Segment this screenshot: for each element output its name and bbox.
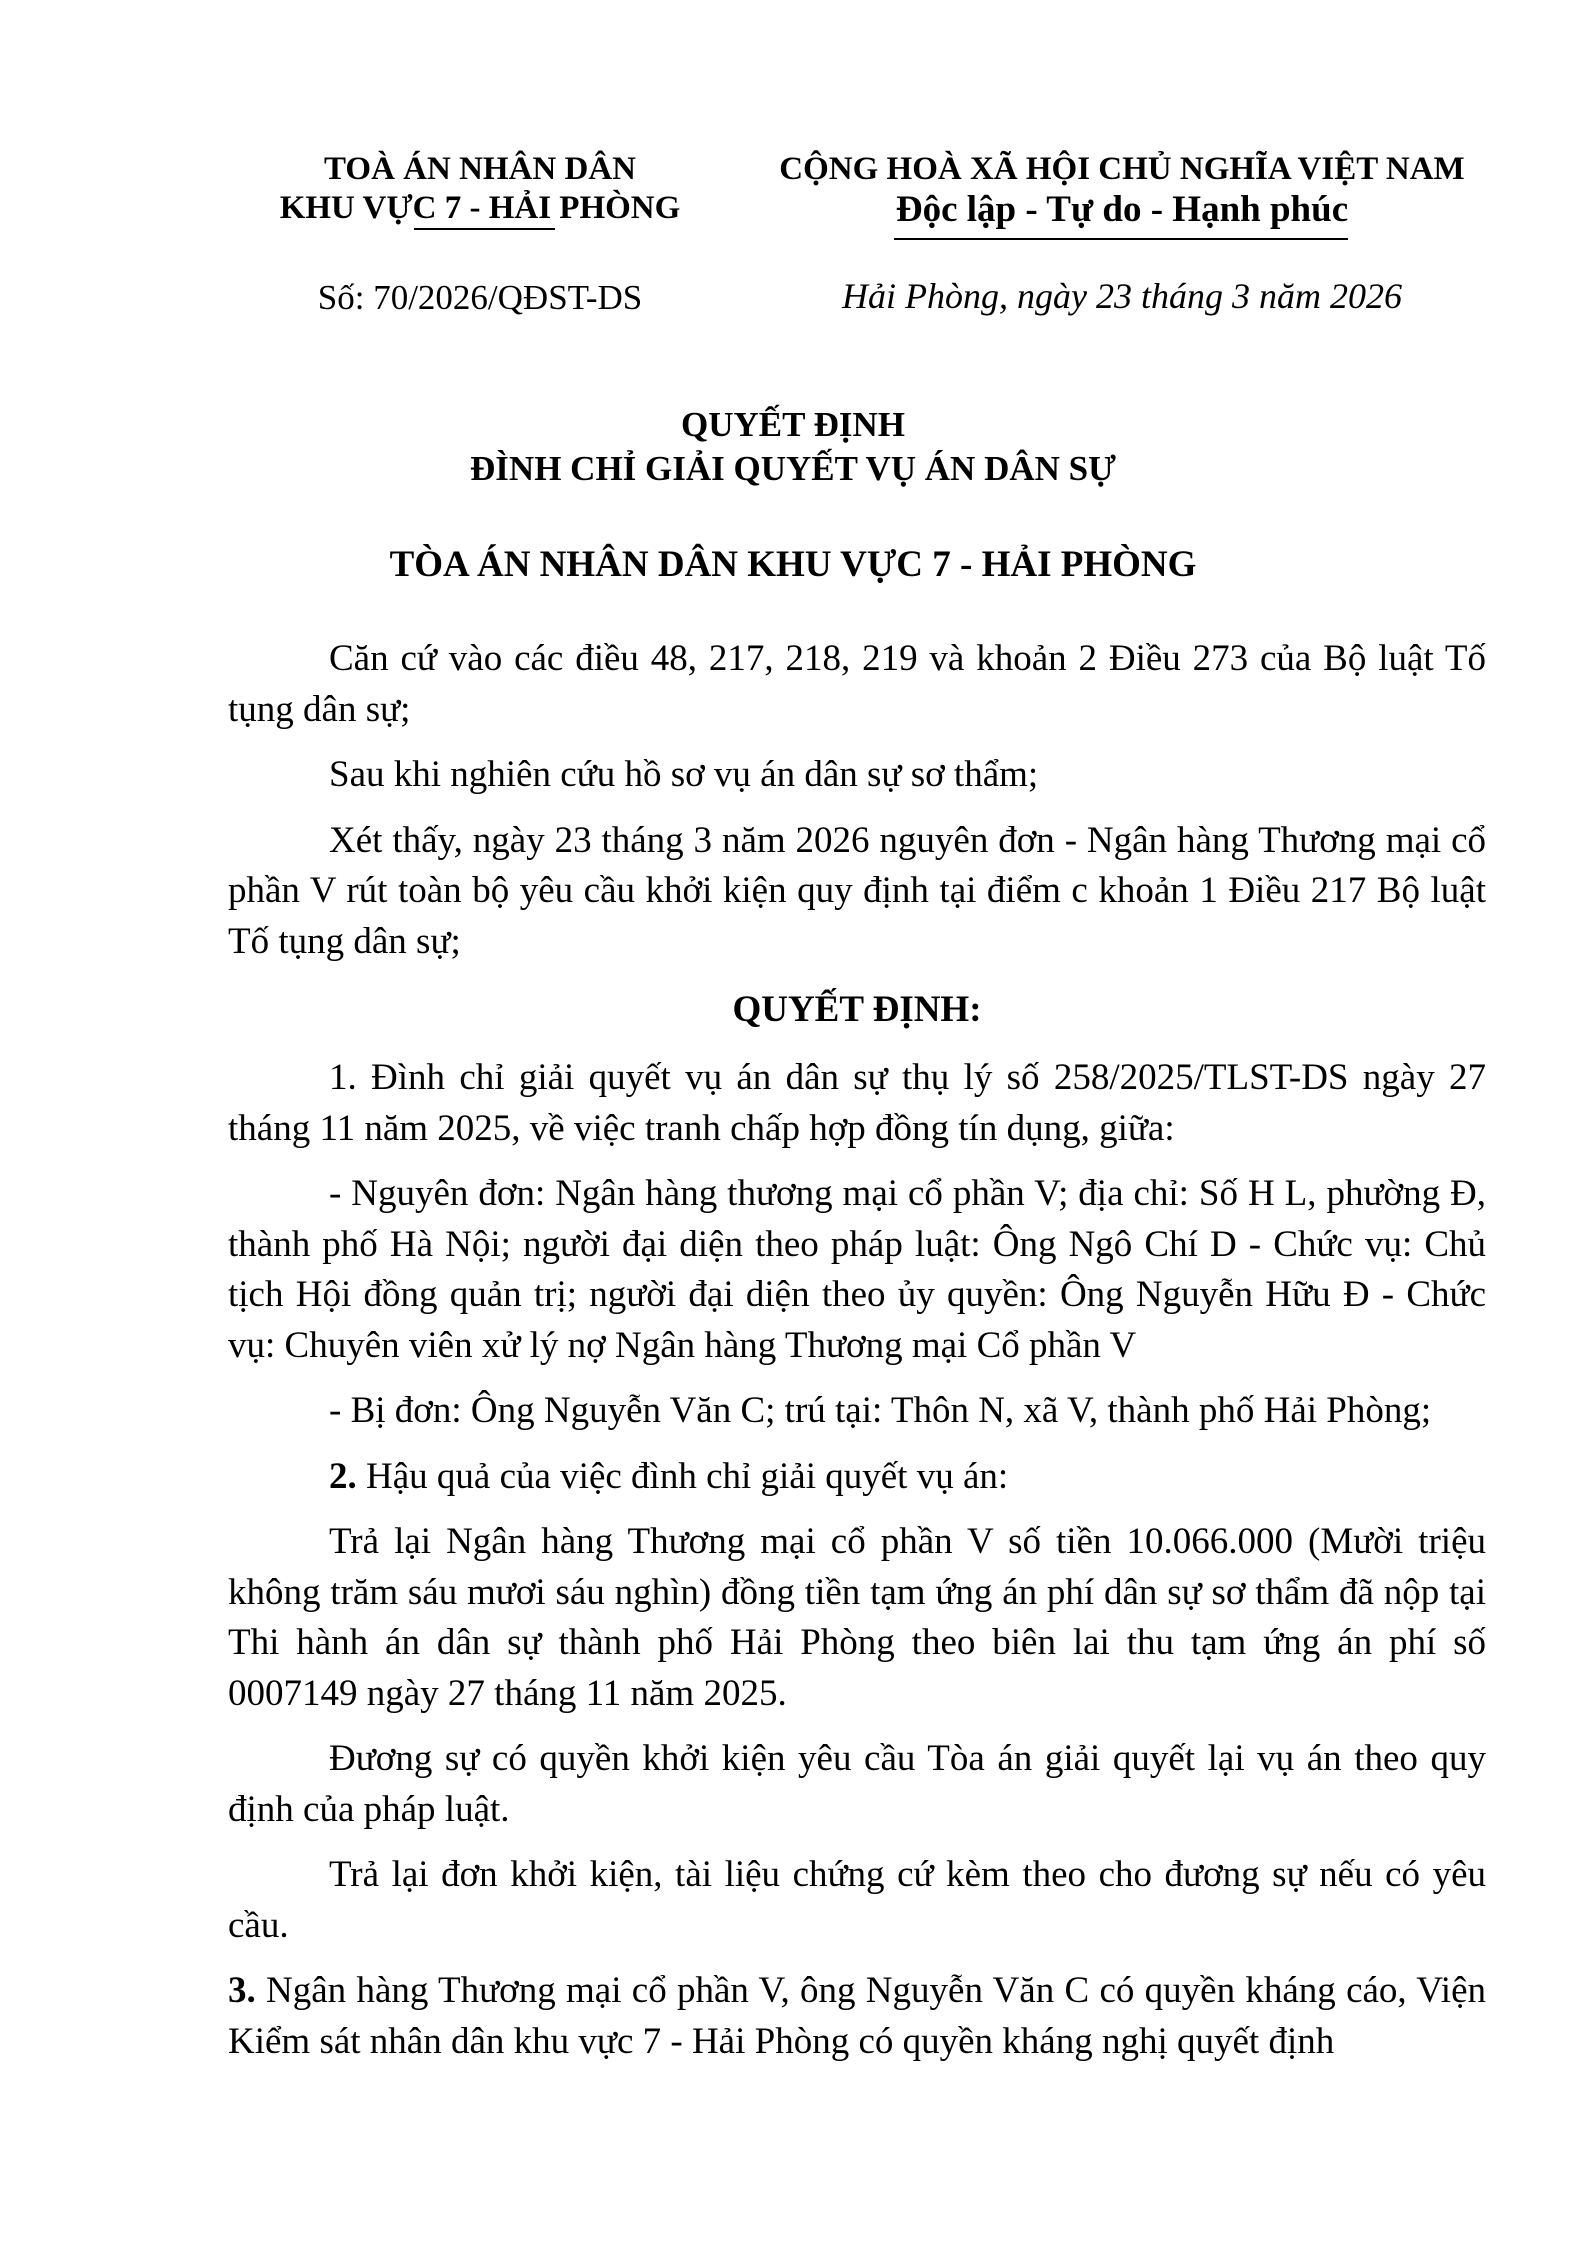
defendant-info: - Bị đơn: Ông Nguyễn Văn C; trú tại: Thôn N, xã V, thành phố Hải Phòng; [329,1390,1432,1431]
motto-underline [894,238,1348,240]
decision-heading: QUYẾT ĐỊNH: [732,989,982,1030]
issuing-court: TÒA ÁN NHÂN DÂN KHU VỰC 7 - HẢI PHÒNG [389,544,1197,585]
legal-basis: Căn cứ vào các điều 48, 217, 218, 219 và khoản 2 Điều 273 của Bộ luật Tố tụng dân sự; [228,638,1486,730]
place-date: Hải Phòng, ngày 23 tháng 3 năm 2026 [842,276,1402,316]
fee-refund: Trả lại Ngân hàng Thương mại cổ phần V số tiền 10.066.000 (Mười triệu không trăm sáu mươi sáu nghìn) đồng tiền tạm ứng án phí dân sự sơ thẩm đã nộp tại Thi hành án dân sự thành phố Hải Phòng theo biên lai thu tạm ứng án phí số 0007149 ngày 27 tháng 11 năm 2025. [228,1521,1486,1714]
decision-2 [228,1452,1486,1503]
decision-2-text: Hậu quả của việc đình chỉ giải quyết vụ án: [356,1455,1009,1497]
decision-2-number: 2. [329,1455,357,1497]
decision-3-text: Ngân hàng Thương mại cổ phần V, ông Nguyễn Văn C có quyền kháng cáo, Viện Kiểm sát nhân dân khu vực 7 - Hải Phòng có quyền kháng nghị quyết định [228,1970,1486,2062]
decision-1: 1. Đình chỉ giải quyết vụ án dân sự thụ lý số 258/2025/TLST-DS ngày 27 tháng 11 năm 2025, về việc tranh chấp hợp đồng tín dụng, giữa: [228,1057,1486,1149]
court-underline [414,228,555,230]
document-subtitle: ĐÌNH CHỈ GIẢI QUYẾT VỤ ÁN DÂN SỰ [470,449,1116,488]
document-number: Số: 70/2026/QĐST-DS [317,278,643,317]
court-line1: TOÀ ÁN NHÂN DÂN [324,151,636,187]
country-name: CỘNG HOÀ XÃ HỘI CHỦ NGHĨA VIỆT NAM [779,151,1465,187]
document-title: QUYẾT ĐỊNH [681,405,905,444]
court-line2: KHU VỰC 7 - HẢI PHÒNG [279,190,681,226]
court-name [230,150,730,228]
review-statement: Sau khi nghiên cứu hồ sơ vụ án dân sự sơ thẩm; [329,754,1039,795]
findings: Xét thấy, ngày 23 tháng 3 năm 2026 nguyên đơn - Ngân hàng Thương mại cổ phần V rút toàn bộ yêu cầu khởi kiện quy định tại điểm c khoản 1 Điều 217 Bộ luật Tố tụng dân sự; [228,819,1486,962]
decision-3-number: 3. [228,1970,256,2011]
motto: Độc lập - Tự do - Hạnh phúc [895,189,1349,230]
document-body [228,634,1486,2082]
right-to-resue: Đương sự có quyền khởi kiện yêu cầu Tòa án giải quyết lại vụ án theo quy định của pháp luật. [228,1738,1486,1830]
national-header [760,150,1484,231]
plaintiff-info: - Nguyên đơn: Ngân hàng thương mại cổ phần V; địa chỉ: Số H L, phường Đ, thành phố Hà Nội; người đại diện theo pháp luật: Ông Ngô Chí D - Chức vụ: Chủ tịch Hội đồng quản trị; người đại diện theo ủy quyền: Ông Nguyễn Hữu Đ - Chức vụ: Chuyên viên xử lý nợ Ngân hàng Thương mại Cổ phần V [228,1173,1486,1366]
return-documents: Trả lại đơn khởi kiện, tài liệu chứng cứ kèm theo cho đương sự nếu có yêu cầu. [228,1854,1486,1946]
decision-3 [228,1966,1486,2067]
